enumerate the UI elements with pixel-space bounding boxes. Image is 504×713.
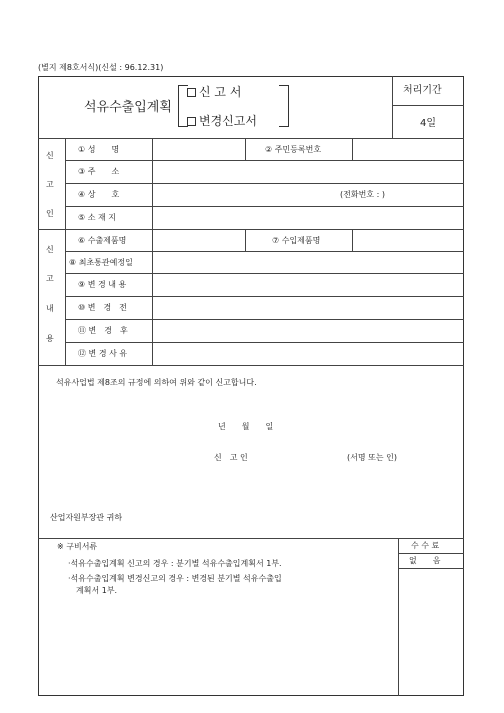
- label-trade-name: ④ 상 호: [78, 190, 120, 199]
- report-group-char: 용: [46, 334, 54, 343]
- required-doc-2-cont: 계획서 1부.: [76, 586, 118, 595]
- declaration-statement: 석유사업법 제8조의 규정에 의하여 위와 같이 신고합니다.: [56, 378, 257, 387]
- option-change-report[interactable]: 변경신고서: [187, 115, 257, 127]
- import-product-field[interactable]: [353, 230, 463, 251]
- signature-label: (서명 또는 인): [347, 453, 397, 462]
- reason-field[interactable]: [153, 343, 463, 365]
- trade-name-field[interactable]: [153, 184, 333, 206]
- declaration-reporter: 신 고 인: [214, 453, 248, 462]
- label-after: ⑪ 변 경 후: [78, 326, 128, 335]
- fee-label: 수 수 료: [411, 541, 440, 550]
- label-customs-date: ⑧ 최초통관예정일: [69, 258, 133, 267]
- label-before: ⑩ 변 경 전: [78, 303, 127, 312]
- fee-value: 없 음: [409, 556, 441, 565]
- form-number-note: (별지 제8호서식)(신설 : 96.12.31): [38, 63, 164, 72]
- required-doc-1: ·석유수출입계획 신고의 경우 : 분기별 석유수출입계획서 1부.: [68, 559, 282, 568]
- before-field[interactable]: [153, 297, 463, 319]
- label-name: ① 성 명: [78, 145, 120, 154]
- label-location: ⑤ 소 재 지: [78, 213, 116, 222]
- address-field[interactable]: [153, 161, 463, 183]
- checkbox-new-report[interactable]: [187, 88, 196, 97]
- required-doc-2: ·석유수출입계획 변경신고의 경우 : 변경된 분기별 석유수출입: [68, 574, 282, 583]
- reporter-group-char: 고: [46, 180, 54, 189]
- location-field[interactable]: [153, 207, 463, 229]
- processing-period-value: 4일: [420, 118, 437, 129]
- reg-no-field[interactable]: [353, 139, 463, 160]
- reporter-group-char: 인: [46, 209, 54, 218]
- label-change-content: ⑨ 변 경 내 용: [78, 280, 127, 289]
- label-export-product: ⑥ 수출제품명: [78, 236, 127, 245]
- phone-label: (전화번호 : ): [340, 190, 385, 199]
- after-field[interactable]: [153, 320, 463, 342]
- option-new-report[interactable]: 신 고 서: [187, 86, 241, 98]
- checkbox-change-report[interactable]: [187, 117, 196, 126]
- required-docs-title: ※ 구비서류: [57, 542, 98, 551]
- report-group-char: 고: [46, 274, 54, 283]
- form-title: 석유수출입계획: [84, 100, 172, 115]
- report-group-char: 신: [46, 245, 54, 254]
- label-reason: ⑫ 변 경 사 유: [78, 349, 128, 358]
- declaration-date: 년 월 일: [218, 422, 274, 431]
- label-reg-no: ② 주민등록번호: [265, 145, 322, 154]
- change-content-field[interactable]: [153, 274, 463, 296]
- export-product-field[interactable]: [153, 230, 244, 251]
- report-group-char: 내: [46, 304, 54, 313]
- label-import-product: ⑦ 수입제품명: [272, 236, 321, 245]
- recipient: 산업자원부장관 귀하: [50, 513, 123, 522]
- label-address: ③ 주 소: [78, 167, 120, 176]
- customs-date-field[interactable]: [153, 252, 463, 273]
- name-field[interactable]: [153, 139, 244, 160]
- right-bracket: [279, 85, 289, 127]
- processing-period-label: 처리기간: [403, 85, 442, 96]
- reporter-group-char: 신: [46, 151, 54, 160]
